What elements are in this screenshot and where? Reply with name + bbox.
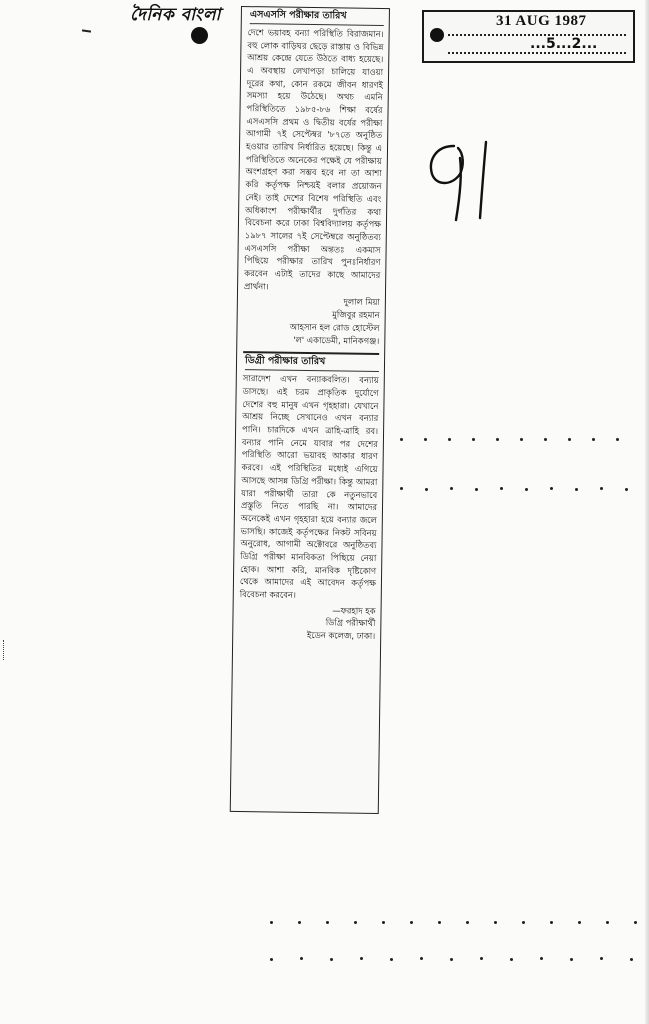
article-ssc-exam <box>243 10 384 347</box>
scan-dot <box>390 958 393 961</box>
scan-dot <box>410 921 413 924</box>
scan-dot <box>425 488 428 491</box>
stamp-date: 31 AUG 1987 <box>496 13 587 29</box>
scan-dot <box>625 488 628 491</box>
scan-dot <box>525 488 528 491</box>
signature-line: 'ল' একাডেমী, মানিকগঞ্জ। <box>293 334 380 346</box>
scan-dot <box>570 958 573 961</box>
scan-dot <box>298 921 301 924</box>
scan-dot <box>475 488 478 491</box>
scan-dot <box>450 487 453 490</box>
signature-line: আহসান হল রোড হোস্টেল <box>289 321 380 333</box>
date-stamp <box>422 10 635 63</box>
scan-dot <box>480 957 483 960</box>
scan-dot <box>496 438 499 441</box>
scan-dot <box>270 921 273 924</box>
signature-line: —ফরহাদ হক <box>332 605 376 616</box>
article-signature <box>243 294 380 347</box>
stamp-number: ...5...2... <box>530 36 598 52</box>
handwritten-page-number <box>424 134 504 233</box>
pen-mark <box>82 29 91 32</box>
scan-dot <box>270 958 273 961</box>
stamp-line-bottom <box>448 52 626 54</box>
scan-dot <box>630 958 633 961</box>
scan-dot <box>420 957 423 960</box>
scan-dot <box>448 438 451 441</box>
scan-dot <box>544 438 547 441</box>
scan-dot <box>400 438 403 441</box>
signature-line: মুজিবুর রহমান <box>332 309 380 321</box>
scan-dot <box>438 921 441 924</box>
article-body: সারাদেশ এখন বন্যাকবলিত। বন্যায় ডাসছে। এই চরম প্রাকৃতিক দুর্যোগে দেশের বহু মানুষ এখন গৃহহারা। যেখানে আশ্রয় নিচ্ছে সেখানেও এখন বন্যার পানি। চারদিকে এখন ত্রাহি-ত্রাহি রব। বন্যার পানি নেমে যাবার পর দেশের পরিস্থিতি আরো ভয়াবহ আকার ধারণ করবে। এই পরিস্থিতির মধ্যেই এগিয়ে আসছে আসন্ন ডিগ্রি পরীক্ষা। কিন্তু আমরা যারা পরীক্ষার্থী তারা কে নতুনভাবে প্রস্তুতি নিতে পারছি না। আমাদের অনেকেই এখন গৃহহারা হয়ে বন্যার জলে ভাসছি। কাজেই কর্তৃপক্ষের নিকট সবিনয় অনুরোধ, আগামী অক্টোবরে অনুষ্ঠিতব্য ডিগ্রি পরীক্ষা মানবিকতা পিছিয়ে নেয়া হোক। আশা করি, মানবিক দৃষ্টিকোণ থেকে আমাদের এই আবেদন কর্তৃপক্ষ বিবেচনা করবেন। <box>239 373 379 600</box>
article-title: এসএসসি পরীক্ষার তারিখ <box>250 10 384 26</box>
scan-dot <box>568 438 571 441</box>
scan-dot <box>606 921 609 924</box>
scan-dot <box>600 487 603 490</box>
scan-dot <box>520 438 523 441</box>
scan-dot <box>360 957 363 960</box>
scan-dot <box>550 487 553 490</box>
scan-dot <box>616 438 619 441</box>
scan-dot <box>354 921 357 924</box>
scan-dot <box>522 921 525 924</box>
scan-dot <box>424 438 427 441</box>
scan-dot <box>550 921 553 924</box>
scan-dot <box>450 958 453 961</box>
signature-line: দুলাল মিয়া <box>343 296 380 308</box>
scan-dot <box>300 957 303 960</box>
handwritten-91-icon <box>424 134 504 229</box>
punch-hole-top <box>191 27 208 44</box>
scan-dot <box>494 921 497 924</box>
scan-dot <box>600 957 603 960</box>
scan-dot <box>326 921 329 924</box>
scan-dot <box>540 957 543 960</box>
scan-dot <box>592 438 595 441</box>
scan-dot <box>578 921 581 924</box>
scan-dot <box>575 488 578 491</box>
scan-dot <box>634 921 637 924</box>
scan-edge-mark <box>3 640 7 660</box>
signature-line: ডিগ্রি পরীক্ষার্থী <box>325 617 376 629</box>
scan-dot <box>510 958 513 961</box>
article-signature <box>239 603 376 643</box>
page-right-edge <box>645 0 649 1024</box>
scan-dot <box>466 921 469 924</box>
scan-dot <box>382 921 385 924</box>
punch-hole-stamp <box>430 28 444 42</box>
newspaper-masthead: দৈনিক বাংলা <box>130 5 221 25</box>
signature-line: ইডেন কলেজ, ঢাকা। <box>306 630 376 642</box>
article-degree-exam <box>239 356 379 642</box>
scan-dot <box>330 958 333 961</box>
scan-dot <box>400 487 403 490</box>
scan-dot <box>472 438 475 441</box>
scan-dot <box>500 487 503 490</box>
article-body: দেশে ভয়াবহ বন্যা পরিস্থিতি বিরাজমান। বহু লোক বাড়িঘর ছেড়ে রাস্তায় ও বিভিন্ন আশ্রয় কেন্দ্রে যেতে উঠতে বাধ্য হয়েছে। এ অবস্থায় লেখাপড়া চালিয়ে যাওয়া দূরের কথা, কোন রকমে জীবন ধারণই সমস্যা হয়ে উঠেছে। অথচ এমনি পরিস্থিতিতে ১৯৮৫-৮৬ শিক্ষা বর্ষের এসএসসি প্রথম ও দ্বিতীয় বর্ষের পরীক্ষা আগামী ৭ই সেপ্টেম্বর '৮৭তে অনুষ্ঠিত হওয়ার তারিখ নির্ধারিত হয়েছে। কিন্তু এ পরিস্থিতিতে অনেকের পক্ষেই যে পরীক্ষায় অংশগ্রহণ করা সম্ভব হবে না তা আশা করি কর্তৃপক্ষ নিশ্চয়ই বলার প্রয়োজন নেই। তাই দেশের বিশেষ পরিস্থিতি এবং অধিকাংশ পরীক্ষার্থীর দুর্গতির কথা বিবেচনা করে ঢাকা বিশ্ববিদ্যালয় কর্তৃপক্ষ ১৯৮৭ সালের ৭ই সেপ্টেম্বরে অনুষ্ঠিতব্য এসএসসি পরীক্ষা অন্ততঃ একমাস পিছিয়ে পরীক্ষার তারিখ পুনঃনির্ধারণ করবেন এটাই তাদের কাছে আমাদের প্রার্থনা। <box>244 27 384 292</box>
article-title: ডিগ্রী পরীক্ষার তারিখ <box>245 357 379 373</box>
newspaper-clipping <box>230 6 390 814</box>
